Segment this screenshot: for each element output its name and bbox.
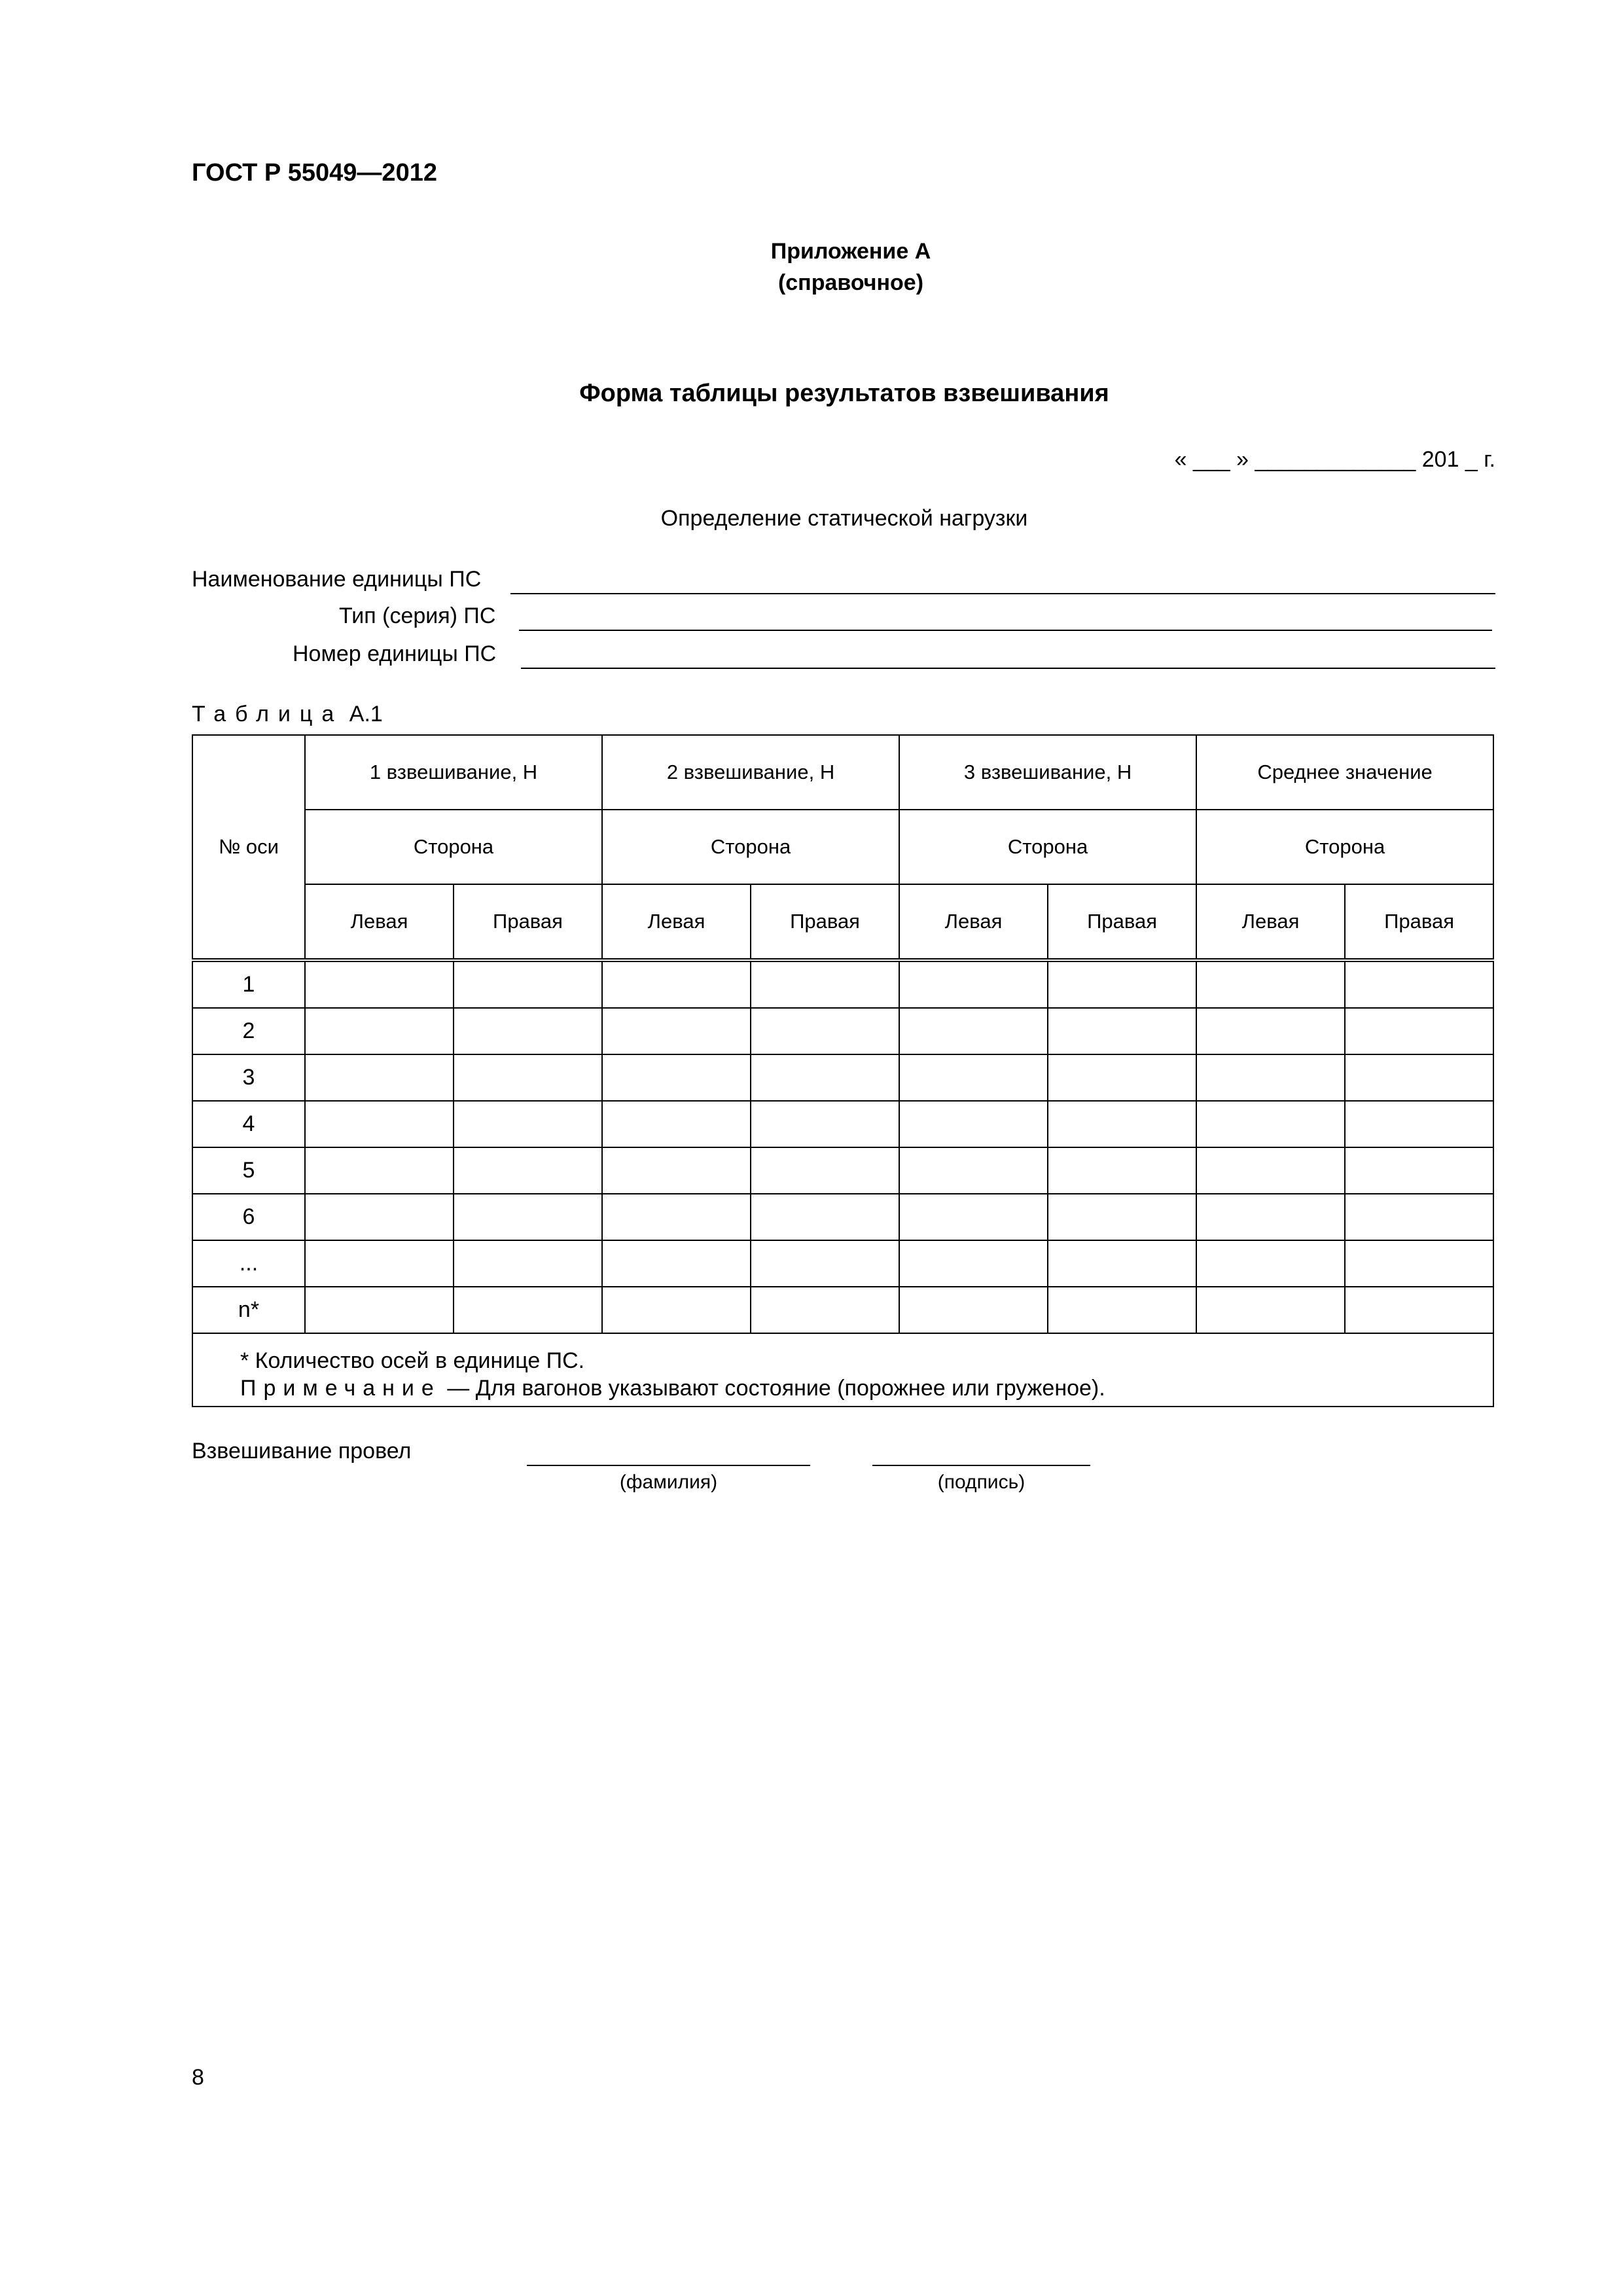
value-cell[interactable] bbox=[602, 960, 751, 1008]
value-cell[interactable] bbox=[1196, 1240, 1345, 1287]
table-body bbox=[192, 960, 1493, 1333]
value-cell[interactable] bbox=[751, 1101, 899, 1147]
unit-name-line[interactable] bbox=[510, 569, 1495, 594]
table-row bbox=[192, 1101, 1493, 1147]
value-cell[interactable] bbox=[454, 1194, 602, 1240]
table-row bbox=[192, 1008, 1493, 1054]
date-line: « ___ » _____________ 201 _ г. bbox=[1174, 447, 1495, 472]
left-header: Левая bbox=[1196, 884, 1345, 960]
value-cell[interactable] bbox=[1048, 960, 1196, 1008]
table-row bbox=[192, 1194, 1493, 1240]
axis-number: 3 bbox=[192, 1054, 305, 1101]
value-cell[interactable] bbox=[899, 1194, 1048, 1240]
note-line bbox=[240, 1374, 1493, 1402]
value-cell[interactable] bbox=[454, 1008, 602, 1054]
value-cell[interactable] bbox=[602, 1194, 751, 1240]
group-header: 1 взвешивание, Н bbox=[305, 735, 602, 810]
axis-number: n* bbox=[192, 1287, 305, 1333]
value-cell[interactable] bbox=[1196, 1147, 1345, 1194]
value-cell[interactable] bbox=[899, 1147, 1048, 1194]
weighing-table bbox=[192, 734, 1494, 1407]
group-header: Среднее значение bbox=[1196, 735, 1493, 810]
right-header: Правая bbox=[1345, 884, 1493, 960]
value-cell[interactable] bbox=[454, 960, 602, 1008]
note-row bbox=[192, 1333, 1493, 1407]
value-cell[interactable] bbox=[1345, 1194, 1493, 1240]
unit-name-label: Наименование единицы ПС bbox=[192, 567, 482, 592]
side-header: Сторона bbox=[305, 810, 602, 884]
side-header: Сторона bbox=[1196, 810, 1493, 884]
value-cell[interactable] bbox=[305, 1101, 454, 1147]
value-cell[interactable] bbox=[602, 1054, 751, 1101]
value-cell[interactable] bbox=[1048, 1101, 1196, 1147]
axis-number: 2 bbox=[192, 1008, 305, 1054]
note-text: — Для вагонов указывают состояние (порожнее или груженое). bbox=[440, 1376, 1105, 1401]
page-number: 8 bbox=[192, 2065, 204, 2090]
appendix-status: (справочное) bbox=[777, 270, 924, 295]
value-cell[interactable] bbox=[1345, 960, 1493, 1008]
value-cell[interactable] bbox=[1048, 1008, 1196, 1054]
value-cell[interactable] bbox=[305, 1008, 454, 1054]
value-cell[interactable] bbox=[602, 1287, 751, 1333]
appendix-title: Приложение А bbox=[770, 239, 931, 264]
table-caption-number: А.1 bbox=[349, 702, 383, 726]
value-cell[interactable] bbox=[1048, 1240, 1196, 1287]
left-header: Левая bbox=[899, 884, 1048, 960]
footnote: * Количество осей в единице ПС. bbox=[240, 1348, 585, 1373]
value-cell[interactable] bbox=[305, 1287, 454, 1333]
value-cell[interactable] bbox=[751, 1054, 899, 1101]
value-cell[interactable] bbox=[899, 1008, 1048, 1054]
value-cell[interactable] bbox=[454, 1287, 602, 1333]
group-header: 3 взвешивание, Н bbox=[899, 735, 1196, 810]
left-header: Левая bbox=[602, 884, 751, 960]
surname-caption: (фамилия) bbox=[619, 1471, 718, 1493]
right-header: Правая bbox=[1048, 884, 1196, 960]
value-cell[interactable] bbox=[1345, 1008, 1493, 1054]
value-cell[interactable] bbox=[454, 1240, 602, 1287]
value-cell[interactable] bbox=[1196, 1194, 1345, 1240]
table-row bbox=[192, 960, 1493, 1008]
value-cell[interactable] bbox=[1196, 1101, 1345, 1147]
value-cell[interactable] bbox=[602, 1240, 751, 1287]
value-cell[interactable] bbox=[1048, 1147, 1196, 1194]
side-header: Сторона bbox=[602, 810, 899, 884]
value-cell[interactable] bbox=[899, 1240, 1048, 1287]
side-header: Сторона bbox=[899, 810, 1196, 884]
value-cell[interactable] bbox=[751, 1008, 899, 1054]
table-row bbox=[192, 1287, 1493, 1333]
value-cell[interactable] bbox=[1196, 1287, 1345, 1333]
value-cell[interactable] bbox=[602, 1008, 751, 1054]
table-note bbox=[192, 1333, 1493, 1407]
table-row bbox=[192, 1147, 1493, 1194]
value-cell[interactable] bbox=[899, 1101, 1048, 1147]
table-row bbox=[192, 1240, 1493, 1287]
table-caption bbox=[192, 702, 383, 727]
value-cell[interactable] bbox=[751, 1287, 899, 1333]
value-cell[interactable] bbox=[1048, 1054, 1196, 1101]
signature-line[interactable] bbox=[872, 1458, 1090, 1466]
axis-number: 1 bbox=[192, 960, 305, 1008]
value-cell[interactable] bbox=[454, 1054, 602, 1101]
left-header: Левая bbox=[305, 884, 454, 960]
value-cell[interactable] bbox=[1345, 1287, 1493, 1333]
value-cell[interactable] bbox=[1196, 960, 1345, 1008]
header-row-side bbox=[192, 810, 1493, 884]
value-cell[interactable] bbox=[1345, 1147, 1493, 1194]
value-cell[interactable] bbox=[1345, 1101, 1493, 1147]
table-row bbox=[192, 1054, 1493, 1101]
unit-number-label: Номер единицы ПС bbox=[293, 641, 497, 666]
value-cell[interactable] bbox=[751, 960, 899, 1008]
value-cell[interactable] bbox=[1048, 1287, 1196, 1333]
value-cell[interactable] bbox=[305, 1194, 454, 1240]
value-cell[interactable] bbox=[751, 1147, 899, 1194]
standard-number: ГОСТ Р 55049—2012 bbox=[192, 159, 437, 187]
surname-line[interactable] bbox=[527, 1458, 810, 1466]
form-subtitle: Определение статической нагрузки bbox=[660, 506, 1028, 531]
note-word: Примечание bbox=[240, 1376, 441, 1401]
signature-label: Взвешивание провел bbox=[192, 1439, 412, 1463]
table-caption-word: Таблица bbox=[192, 702, 344, 726]
value-cell[interactable] bbox=[454, 1101, 602, 1147]
value-cell[interactable] bbox=[899, 1054, 1048, 1101]
value-cell[interactable] bbox=[751, 1240, 899, 1287]
value-cell[interactable] bbox=[899, 1287, 1048, 1333]
right-header: Правая bbox=[751, 884, 899, 960]
header-row-lr bbox=[192, 884, 1493, 960]
value-cell[interactable] bbox=[751, 1194, 899, 1240]
group-header: 2 взвешивание, Н bbox=[602, 735, 899, 810]
value-cell[interactable] bbox=[1196, 1054, 1345, 1101]
signature-caption: (подпись) bbox=[937, 1471, 1026, 1493]
header-row-groups bbox=[192, 735, 1493, 810]
right-header: Правая bbox=[454, 884, 602, 960]
unit-number-line[interactable] bbox=[521, 644, 1495, 669]
value-cell[interactable] bbox=[1345, 1054, 1493, 1101]
type-series-line[interactable] bbox=[519, 606, 1492, 631]
type-series-label: Тип (серия) ПС bbox=[339, 603, 496, 628]
value-cell[interactable] bbox=[305, 1054, 454, 1101]
axis-number: ... bbox=[192, 1240, 305, 1287]
value-cell[interactable] bbox=[454, 1147, 602, 1194]
axis-number: 6 bbox=[192, 1194, 305, 1240]
value-cell[interactable] bbox=[899, 960, 1048, 1008]
axis-header: № оси bbox=[192, 735, 305, 960]
value-cell[interactable] bbox=[305, 1147, 454, 1194]
value-cell[interactable] bbox=[1048, 1194, 1196, 1240]
axis-number: 5 bbox=[192, 1147, 305, 1194]
value-cell[interactable] bbox=[1345, 1240, 1493, 1287]
axis-number: 4 bbox=[192, 1101, 305, 1147]
form-title: Форма таблицы результатов взвешивания bbox=[579, 380, 1109, 407]
value-cell[interactable] bbox=[305, 960, 454, 1008]
value-cell[interactable] bbox=[1196, 1008, 1345, 1054]
value-cell[interactable] bbox=[602, 1101, 751, 1147]
value-cell[interactable] bbox=[305, 1240, 454, 1287]
value-cell[interactable] bbox=[602, 1147, 751, 1194]
